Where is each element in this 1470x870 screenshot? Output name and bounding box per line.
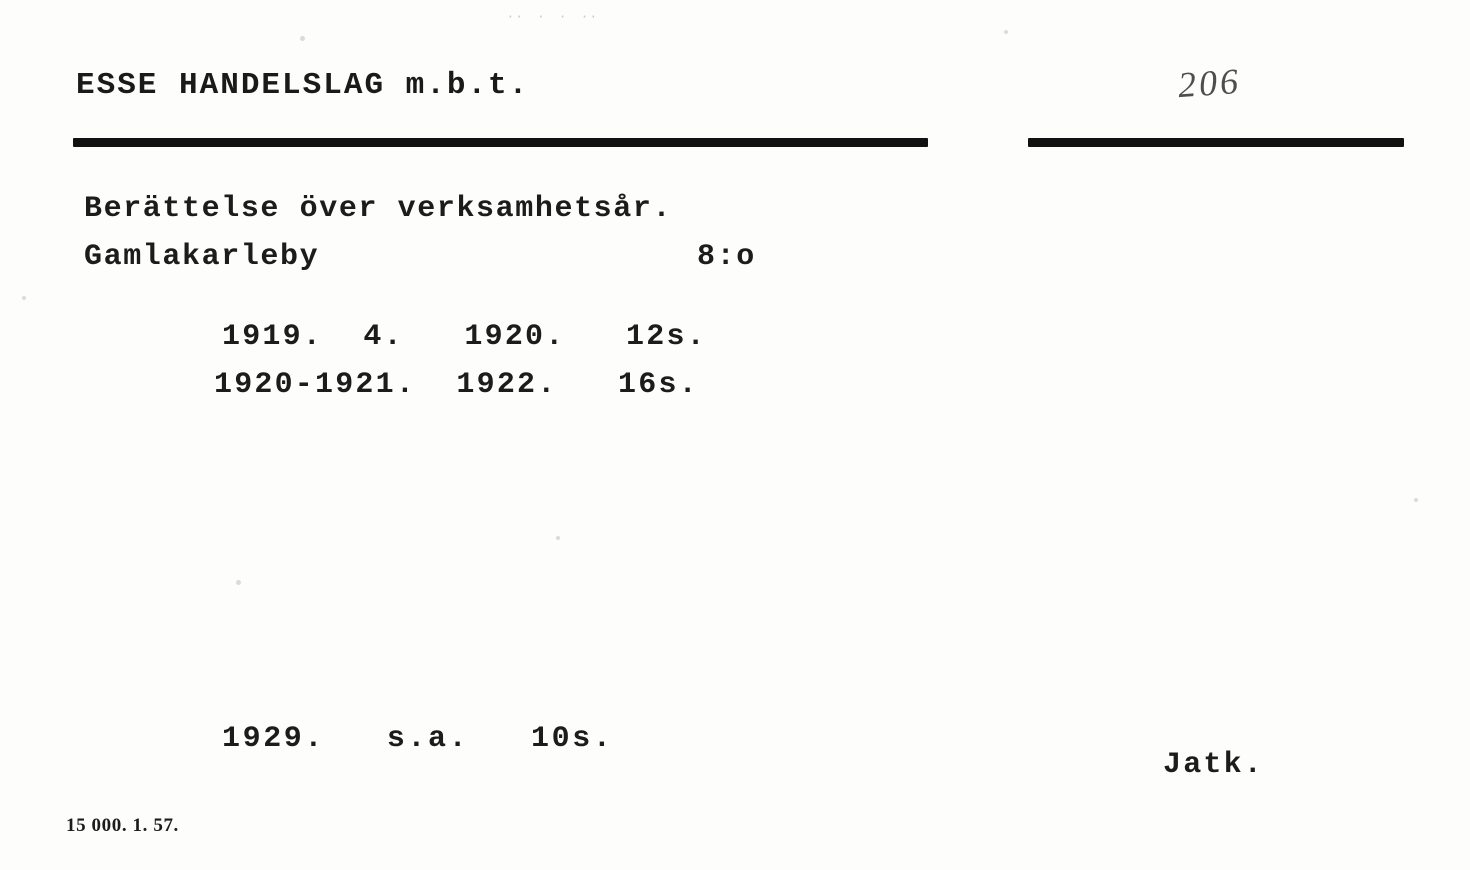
faint-top-mark: ‧‧ ‧ ‧ ‧‧ bbox=[508, 10, 600, 27]
continued-label: Jatk. bbox=[1163, 748, 1265, 782]
scan-speck bbox=[1414, 498, 1418, 502]
format-line: 8:o bbox=[697, 240, 756, 274]
entry-line: 1929. s.a. 10s. bbox=[222, 722, 614, 756]
place-line: Gamlakarleby bbox=[84, 240, 320, 274]
scan-speck bbox=[236, 580, 241, 585]
subject-line: Berättelse över verksamhetsår. bbox=[84, 192, 673, 226]
entry-line: 1919. 4. 1920. 12s. bbox=[222, 320, 707, 354]
header-rule-right bbox=[1028, 138, 1404, 147]
print-code: 15 000. 1. 57. bbox=[66, 815, 179, 836]
shelfmark-number: 206 bbox=[1176, 60, 1243, 106]
organization-title: ESSE HANDELSLAG m.b.t. bbox=[76, 68, 530, 103]
scan-speck bbox=[556, 536, 560, 540]
scan-speck bbox=[1004, 30, 1008, 34]
scan-speck bbox=[300, 36, 305, 41]
scan-speck bbox=[22, 296, 26, 300]
entry-line: 1920-1921. 1922. 16s. bbox=[214, 368, 699, 402]
header-rule-left bbox=[73, 138, 928, 147]
